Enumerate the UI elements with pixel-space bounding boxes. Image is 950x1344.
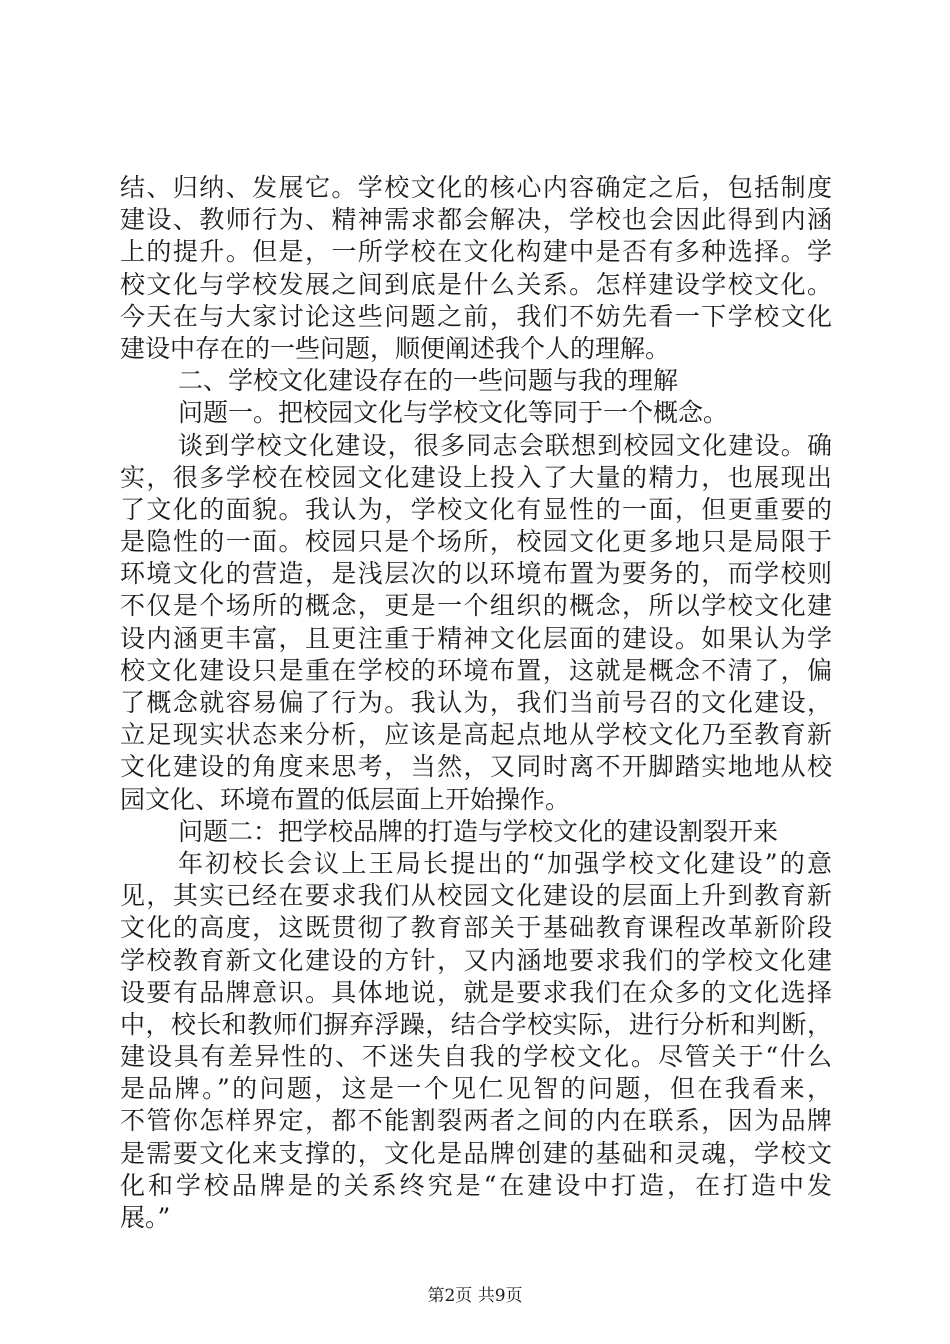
text-line: 了概念就容易偏了行为。我认为，我们当前号召的文化建设， [120,688,832,717]
text-line: 建设、教师行为、精神需求都会解决，学校也会因此得到内涵 [120,205,832,235]
text-line: 设要有品牌意识。具体地说，就是要求我们在众多的文化选择 [120,977,832,1007]
text-line: 问题一。把校园文化与学校文化等同于一个概念。 [178,398,729,428]
page-number: 第2页 共9页 [427,1286,523,1306]
text-line: 见，其实已经在要求我们从校园文化建设的层面上升到教育新 [120,881,832,911]
text-line: 学校教育新文化建设的方针，又内涵地要求我们的学校文化建 [120,945,832,975]
text-line: 建设具有差异性的、不迷失自我的学校文化。尽管关于“什么 [120,1042,832,1072]
text-line: 年初校长会议上王局长提出的“加强学校文化建设”的意 [178,848,832,878]
text-line: 园文化、环境布置的低层面上开始操作。 [120,784,571,814]
text-line: 问题二：把学校品牌的打造与学校文化的建设割裂开来 [178,816,779,846]
text-line: 设内涵更丰富，且更注重于精神文化层面的建设。如果认为学 [120,623,832,653]
text-line: 了文化的面貌。我认为，学校文化有显性的一面，但更重要的 [120,494,832,524]
text-line: 立足现实状态来分析，应该是高起点地从学校文化乃至教育新 [120,720,832,750]
text-line: 环境文化的营造，是浅层次的以环境布置为要务的，而学校则 [120,559,832,589]
text-line: 上的提升。但是，一所学校在文化构建中是否有多种选择。学 [120,237,832,267]
text-line: 实，很多学校在校园文化建设上投入了大量的精力，也展现出 [120,462,832,492]
paragraph [120,172,832,365]
text-line: 结、归纳、发展它。学校文化的核心内容确定之后，包括制度 [120,173,832,202]
text-line: 是需要文化来支撑的，文化是品牌创建的基础和灵魂，学校文 [120,1138,832,1168]
text-line: 谈到学校文化建设，很多同志会联想到校园文化建设。确 [178,430,832,460]
text-line: 校文化建设只是重在学校的环境布置，这就是概念不清了，偏 [120,655,832,685]
body-text [120,172,832,1234]
text-line: 今天在与大家讨论这些问题之前，我们不妨先看一下学校文化 [120,301,832,331]
section-heading [120,365,832,397]
paragraph [120,430,832,816]
text-line: 中，校长和教师们摒弃浮躁，结合学校实际，进行分析和判断， [120,1009,832,1039]
text-line: 建设中存在的一些问题，顺便阐述我个人的理解。 [120,333,671,363]
text-line: 校文化与学校发展之间到底是什么关系。怎样建设学校文化。 [120,269,832,299]
text-line: 是隐性的一面。校园只是个场所，校园文化更多地只是局限于 [120,527,832,557]
text-line: 化和学校品牌是的关系终究是“在建设中打造，在打造中发 [120,1170,832,1200]
text-line: 不仅是个场所的概念，更是一个组织的概念，所以学校文化建 [120,591,832,621]
text-line: 文化建设的角度来思考，当然，又同时离不开脚踏实地地从校 [120,752,832,782]
text-line: 不管你怎样界定，都不能割裂两者之间的内在联系，因为品牌 [120,1106,832,1136]
text-line: 文化的高度，这既贯彻了教育部关于基础教育课程改革新阶段 [120,913,832,943]
text-line: 二、学校文化建设存在的一些问题与我的理解 [178,366,679,396]
problem-heading [120,816,832,848]
text-line: 是品牌。”的问题，这是一个见仁见智的问题，但在我看来， [120,1074,832,1104]
problem-heading [120,397,832,429]
text-line: 展。” [120,1203,171,1232]
paragraph [120,848,832,1234]
